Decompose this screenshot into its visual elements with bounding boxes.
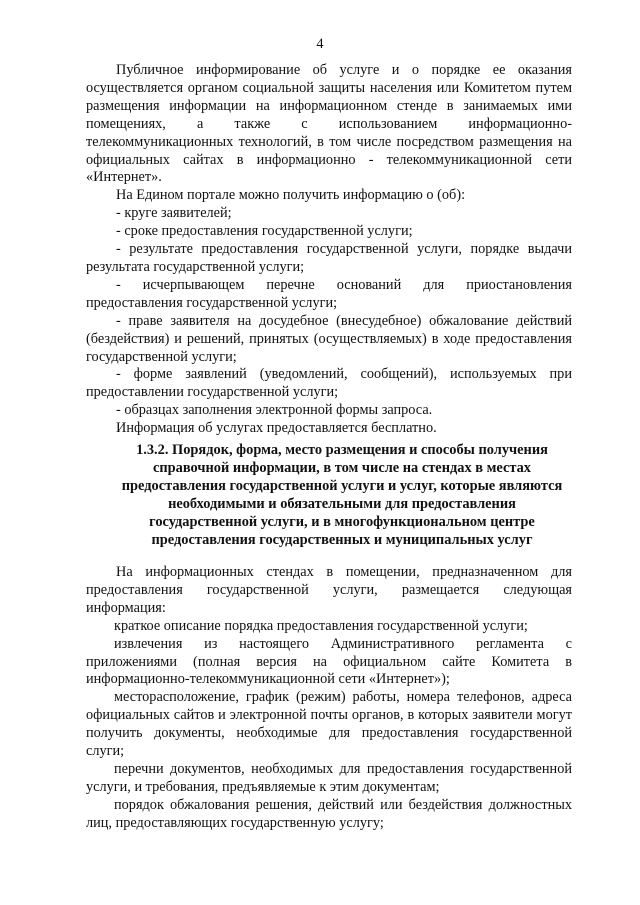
stands-block — [86, 564, 572, 833]
portal-intro: На Едином портале можно получить информацию о (об): — [116, 187, 466, 204]
free-info-paragraph: Информация об услугах предоставляется бесплатно. — [116, 420, 437, 437]
section-heading-block — [86, 442, 572, 549]
stands-intro: На информационных стендах в помещении, предназначенном для предоставления государственной услуги, размещается следующая информация: — [86, 564, 572, 616]
page-number: 4 — [316, 36, 324, 52]
stands-list-item: порядок обжалования решения, действий или бездействия должностных лиц, предоставляющих государственную услугу; — [86, 796, 572, 831]
portal-list-item: - круге заявителей; — [116, 205, 232, 222]
section-heading: 1.3.2. Порядок, форма, место размещения и способы получения справочной информации, в том числе на стендах в местах предоставления государственной услуги и услуг, которые являются необходимыми и обязательными для предоставления государственной услуги, и в многофункциональном центре предоставления государственных и муниципальных услуг — [121, 442, 563, 548]
public-info-paragraph: Публичное информирование об услуге и о порядке ее оказания осуществляется органом социальной защиты населения или Комитетом путем размещения информации на информационном стенде в занимаемых ими помещениях, а также с использованием информационно-телекоммуникационных технологий, в том числе посредством размещения на официальных сайтах в информационно - телекоммуникационной сети «Интернет». — [86, 62, 572, 186]
portal-list-item: - праве заявителя на досудебное (внесудебное) обжалование действий (бездействия) и решений, принятых (осуществляемых) в ходе предоставления государственной услуги; — [86, 312, 572, 365]
info-block — [86, 62, 572, 438]
portal-list-item: - сроке предоставления государственной услуги; — [116, 223, 413, 240]
stands-list-item: месторасположение, график (режим) работы, номера телефонов, адреса официальных сайтов и электронной почты органов, в которых заявители могут получить документы, необходимые для предоставления государственной слуги; — [86, 689, 572, 760]
stands-list-item: перечни документов, необходимых для предоставления государственной услуги, и требования, предъявляемые к этим документам; — [86, 760, 572, 795]
stands-list-item: краткое описание порядка предоставления государственной услуги; — [114, 617, 528, 634]
portal-list-item: - форме заявлений (уведомлений, сообщений), используемых при предоставлении государственной услуги; — [86, 366, 572, 401]
stands-list-item: извлечения из настоящего Административного регламента с приложениями (полная версия на официальном сайте Комитета в информационно-телекоммуникационной сети «Интернет»); — [86, 635, 572, 688]
portal-list-item: - исчерпывающем перечне оснований для приостановления предоставления государственной услуги; — [86, 276, 572, 311]
portal-list-item: - результате предоставления государственной услуги, порядке выдачи результата государственной услуги; — [86, 241, 572, 275]
portal-list-item: - образцах заполнения электронной формы запроса. — [116, 402, 433, 419]
